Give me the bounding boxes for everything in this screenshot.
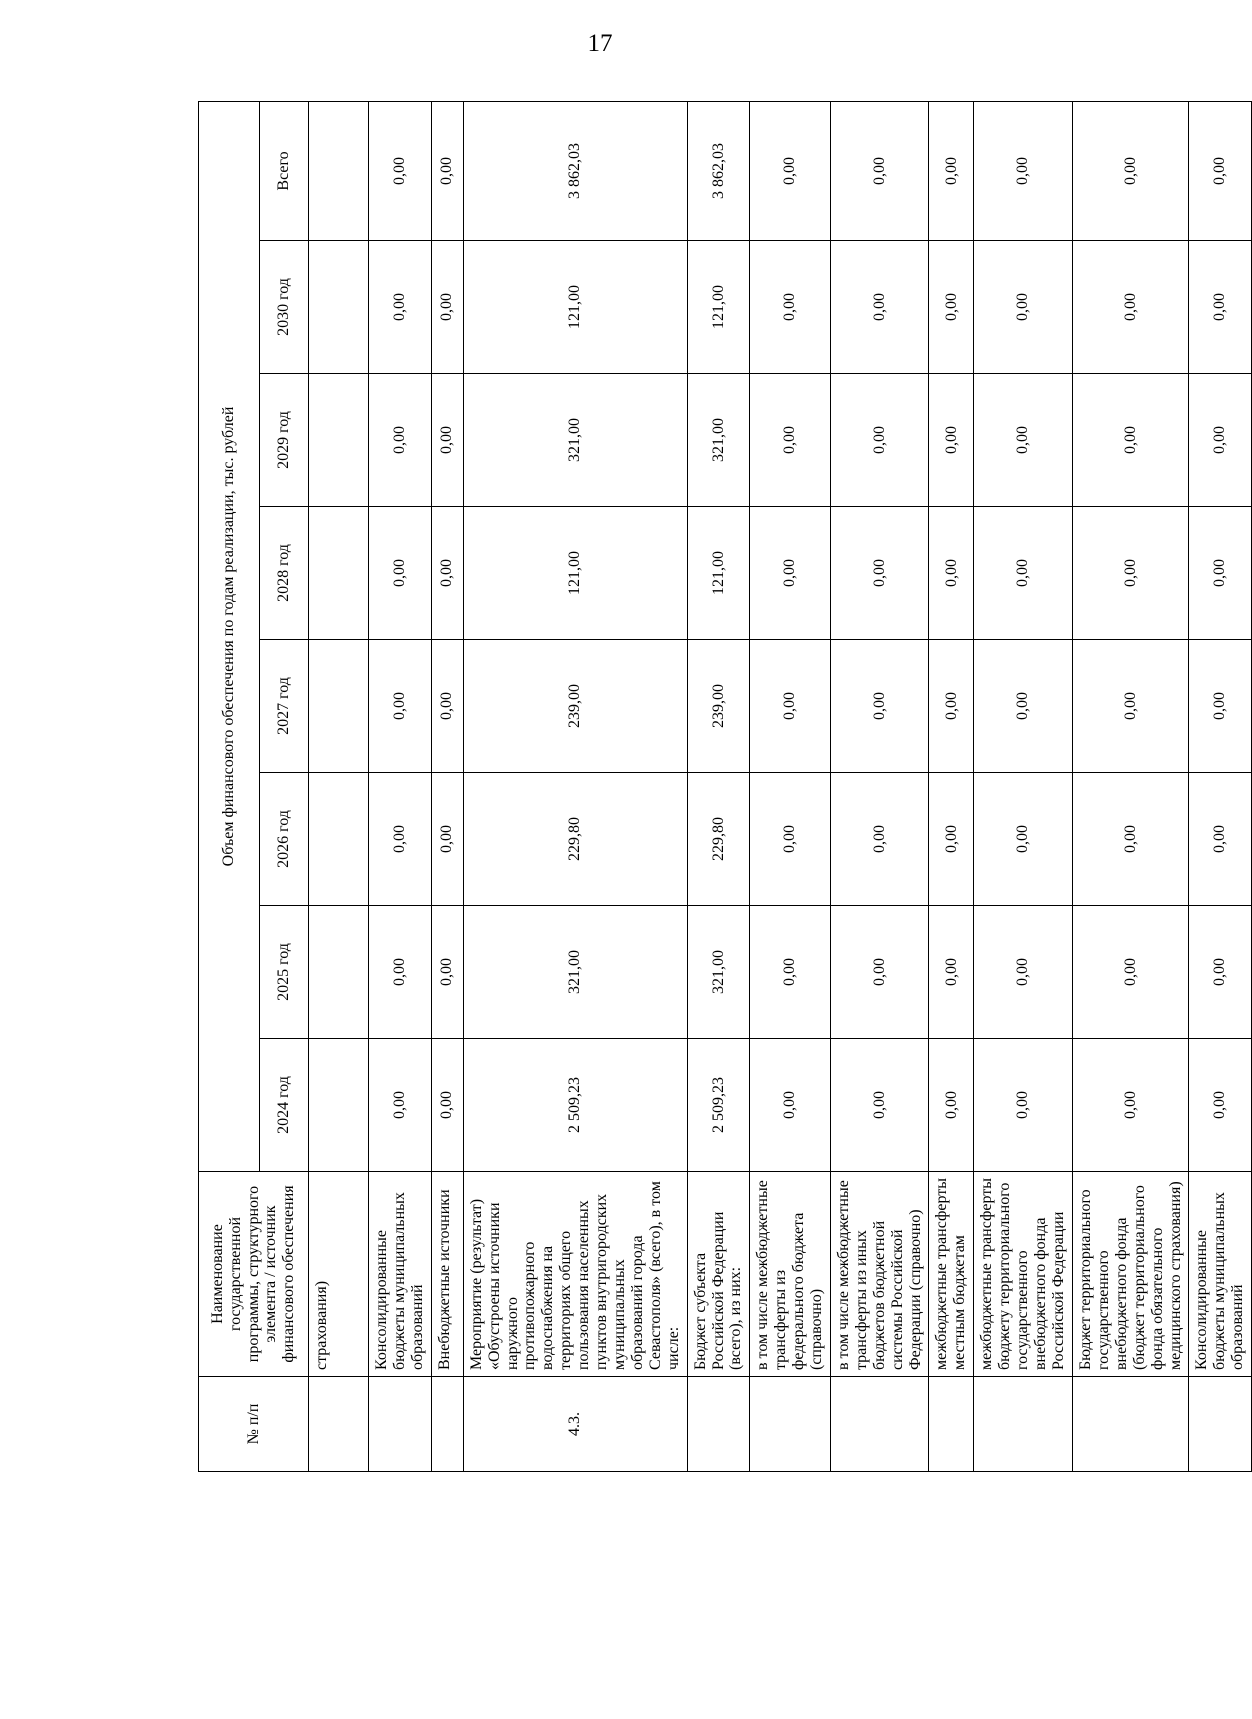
header-total: Всего — [260, 101, 309, 240]
table-row — [687, 101, 750, 1471]
row-value: 0,00 — [369, 1039, 432, 1172]
row-number — [1189, 1377, 1252, 1472]
row-value: 0,00 — [431, 241, 463, 374]
row-value: 0,00 — [929, 374, 974, 507]
row-value: 321,00 — [463, 374, 687, 507]
row-value: 0,00 — [431, 374, 463, 507]
table-body — [309, 101, 1252, 1471]
row-total: 0,00 — [369, 101, 432, 240]
row-value: 0,00 — [1189, 773, 1252, 906]
row-total: 0,00 — [974, 101, 1073, 240]
row-value: 121,00 — [463, 241, 687, 374]
row-number — [369, 1377, 432, 1472]
header-year: 2025 год — [260, 906, 309, 1039]
row-value — [309, 906, 369, 1039]
row-number — [1073, 1377, 1189, 1472]
table-row — [830, 101, 929, 1471]
row-number — [687, 1377, 750, 1472]
financing-table — [198, 101, 1252, 1472]
row-name: Внебюджетные источники — [431, 1172, 463, 1377]
header-row-1 — [199, 101, 260, 1471]
row-value — [309, 507, 369, 640]
row-total: 0,00 — [750, 101, 831, 240]
row-value: 0,00 — [830, 640, 929, 773]
row-value: 2 509,23 — [463, 1039, 687, 1172]
table-row — [929, 101, 974, 1471]
table-row — [309, 101, 369, 1471]
row-value: 0,00 — [1073, 241, 1189, 374]
rotated-table-container — [198, 102, 1247, 1472]
row-value: 0,00 — [431, 507, 463, 640]
row-value: 0,00 — [974, 507, 1073, 640]
row-value: 0,00 — [750, 640, 831, 773]
header-name: Наименование государственной программы, структурного элемента / источник финансового обеспечения — [199, 1172, 309, 1377]
header-year: 2027 год — [260, 640, 309, 773]
row-value: 0,00 — [1073, 1039, 1189, 1172]
row-value: 321,00 — [687, 906, 750, 1039]
row-value: 0,00 — [1073, 640, 1189, 773]
row-name: межбюджетные трансферты бюджету территориального государственного внебюджетного фонда Российской Федерации — [974, 1172, 1073, 1377]
row-number: 4.3. — [463, 1377, 687, 1472]
row-total: 0,00 — [929, 101, 974, 240]
row-value: 0,00 — [1189, 241, 1252, 374]
row-value: 0,00 — [750, 507, 831, 640]
row-total: 0,00 — [1073, 101, 1189, 240]
row-value: 0,00 — [369, 773, 432, 906]
row-name: Консолидированные бюджеты муниципальных образований — [1189, 1172, 1252, 1377]
row-value: 0,00 — [830, 1039, 929, 1172]
row-value: 0,00 — [1189, 507, 1252, 640]
row-value: 0,00 — [830, 241, 929, 374]
row-value: 239,00 — [463, 640, 687, 773]
header-year: 2030 год — [260, 241, 309, 374]
row-total: 3 862,03 — [687, 101, 750, 240]
row-value: 0,00 — [929, 241, 974, 374]
row-value: 0,00 — [1189, 640, 1252, 773]
row-value: 0,00 — [830, 507, 929, 640]
table-row — [974, 101, 1073, 1471]
table-row — [1189, 101, 1252, 1471]
row-value: 0,00 — [750, 906, 831, 1039]
header-year: 2026 год — [260, 773, 309, 906]
row-value: 0,00 — [830, 906, 929, 1039]
row-value — [309, 773, 369, 906]
header-year: 2024 год — [260, 1039, 309, 1172]
row-total: 0,00 — [431, 101, 463, 240]
row-total — [309, 101, 369, 240]
row-value: 0,00 — [369, 241, 432, 374]
page-number: 17 — [587, 30, 613, 57]
row-value: 0,00 — [1073, 906, 1189, 1039]
row-value: 229,80 — [463, 773, 687, 906]
row-number — [929, 1377, 974, 1472]
row-value: 0,00 — [431, 1039, 463, 1172]
row-value: 0,00 — [369, 640, 432, 773]
row-total: 0,00 — [1189, 101, 1252, 240]
row-value: 0,00 — [431, 773, 463, 906]
table-row — [750, 101, 831, 1471]
row-value: 0,00 — [974, 773, 1073, 906]
row-value: 0,00 — [750, 374, 831, 507]
row-number — [309, 1377, 369, 1472]
header-volume: Объем финансового обеспечения по годам реализации, тыс. рублей — [199, 101, 260, 1171]
row-name: Мероприятие (результат) «Обустроены источники наружного противопожарного водоснабжения на территориях общего пользования населенных пунктов внутригородских муниципальных образований города Севастополя» (всего), в том числе: — [463, 1172, 687, 1377]
header-year: 2029 год — [260, 374, 309, 507]
row-value: 0,00 — [369, 906, 432, 1039]
row-number — [431, 1377, 463, 1472]
row-value: 0,00 — [431, 906, 463, 1039]
table-row — [431, 101, 463, 1471]
row-value: 0,00 — [929, 773, 974, 906]
row-total: 0,00 — [830, 101, 929, 240]
row-number — [750, 1377, 831, 1472]
row-value: 0,00 — [1073, 773, 1189, 906]
row-value: 239,00 — [687, 640, 750, 773]
row-value: 0,00 — [1073, 374, 1189, 507]
row-value: 0,00 — [974, 906, 1073, 1039]
row-value: 121,00 — [687, 507, 750, 640]
row-value: 0,00 — [929, 1039, 974, 1172]
row-value: 0,00 — [929, 906, 974, 1039]
row-value: 0,00 — [974, 1039, 1073, 1172]
row-total: 3 862,03 — [463, 101, 687, 240]
table-row — [369, 101, 432, 1471]
row-number — [830, 1377, 929, 1472]
header-number: № п/п — [199, 1377, 309, 1472]
row-value: 121,00 — [687, 241, 750, 374]
row-number — [974, 1377, 1073, 1472]
row-value: 0,00 — [1073, 507, 1189, 640]
row-value: 0,00 — [1189, 1039, 1252, 1172]
row-value: 0,00 — [929, 640, 974, 773]
row-value: 0,00 — [974, 640, 1073, 773]
row-value: 0,00 — [830, 374, 929, 507]
row-value: 0,00 — [750, 773, 831, 906]
row-value — [309, 640, 369, 773]
row-name: Бюджет субъекта Российской Федерации (всего), из них: — [687, 1172, 750, 1377]
row-value: 121,00 — [463, 507, 687, 640]
row-value: 2 509,23 — [687, 1039, 750, 1172]
row-value: 229,80 — [687, 773, 750, 906]
row-value: 0,00 — [369, 507, 432, 640]
row-value: 0,00 — [1189, 374, 1252, 507]
row-value: 0,00 — [750, 1039, 831, 1172]
row-value: 0,00 — [929, 507, 974, 640]
row-value — [309, 374, 369, 507]
row-value: 0,00 — [431, 640, 463, 773]
header-year: 2028 год — [260, 507, 309, 640]
row-value: 321,00 — [687, 374, 750, 507]
row-value: 0,00 — [830, 773, 929, 906]
row-name: в том числе межбюджетные трансферты из федерального бюджета (справочно) — [750, 1172, 831, 1377]
row-value: 0,00 — [369, 374, 432, 507]
row-value — [309, 1039, 369, 1172]
table-row — [1073, 101, 1189, 1471]
row-value: 321,00 — [463, 906, 687, 1039]
row-name: в том числе межбюджетные трансферты из иных бюджетов бюджетной системы Российской Федерации (справочно) — [830, 1172, 929, 1377]
row-value: 0,00 — [750, 241, 831, 374]
table-row — [463, 101, 687, 1471]
row-name: страхования) — [309, 1172, 369, 1377]
row-name: Консолидированные бюджеты муниципальных образований — [369, 1172, 432, 1377]
row-name: межбюджетные трансферты местным бюджетам — [929, 1172, 974, 1377]
row-value: 0,00 — [974, 241, 1073, 374]
row-value — [309, 241, 369, 374]
row-value: 0,00 — [1189, 906, 1252, 1039]
row-value: 0,00 — [974, 374, 1073, 507]
row-name: Бюджет территориального государственного внебюджетного фонда (бюджет территориального фонда обязательного медицинского страхования) — [1073, 1172, 1189, 1377]
